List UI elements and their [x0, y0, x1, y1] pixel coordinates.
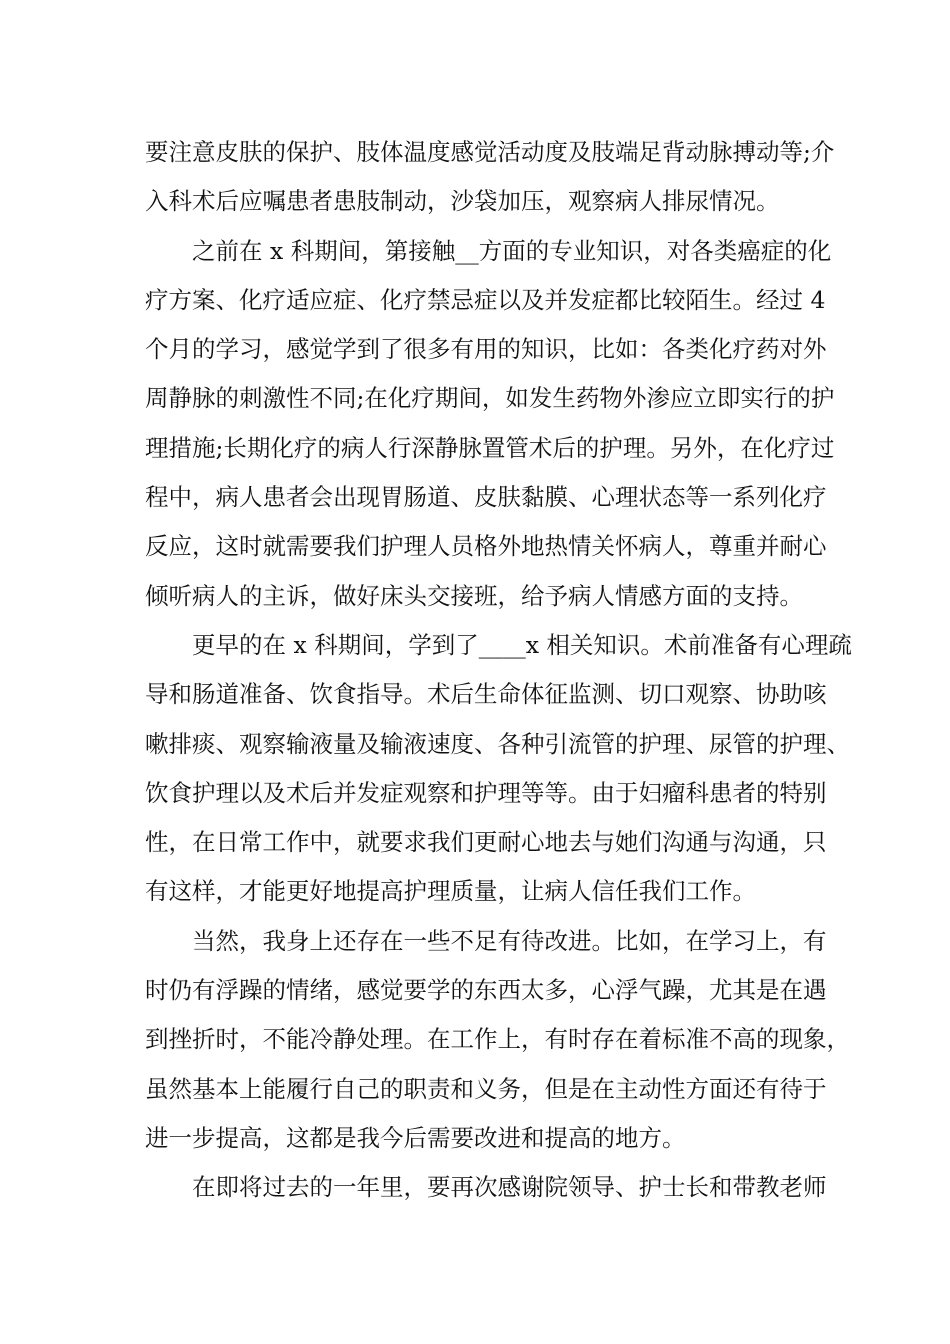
text-line: 在即将过去的一年里，要再次感谢院领导、护士长和带教老师	[192, 1173, 827, 1202]
text-line: 要注意皮肤的保护、肢体温度感觉活动度及肢端足背动脉搏动等;介	[145, 138, 835, 166]
text-line: 程中，病人患者会出现胃肠道、皮肤黏膜、心理状态等一系列化疗	[145, 483, 827, 512]
text-line: 进一步提高，这都是我今后需要改进和提高的地方。	[145, 1123, 686, 1152]
text-line: 有这样，才能更好地提高护理质量，让病人信任我们工作。	[145, 877, 756, 906]
text-line: 周静脉的刺激性不同;在化疗期间，如发生药物外渗应立即实行的护	[145, 384, 835, 413]
text-line: 入科术后应嘱患者患肢制动，沙袋加压，观察病人排尿情况。	[145, 187, 780, 216]
text-line: 当然，我身上还存在一些不足有待改进。比如，在学习上，有	[192, 926, 827, 955]
text-line: 虽然基本上能履行自己的职责和义务，但是在主动性方面还有待于	[145, 1074, 827, 1103]
text-line: 到挫折时，不能冷静处理。在工作上，有时存在着标准不高的现象，	[145, 1025, 850, 1054]
text-line: 个月的学习，感觉学到了很多有用的知识，比如：各类化疗药对外	[145, 335, 827, 364]
text-line: 更早的在 x 科期间，学到了____x 相关知识。术前准备有心理疏	[192, 630, 852, 659]
text-line: 反应，这时就需要我们护理人员格外地热情关怀病人，尊重并耐心	[145, 532, 827, 561]
text-line: 导和肠道准备、饮食指导。术后生命体征监测、切口观察、协助咳	[145, 680, 827, 709]
text-line: 之前在 x 科期间，第接触__方面的专业知识，对各类癌症的化	[192, 236, 832, 265]
text-line: 嗽排痰、观察输液量及输液速度、各种引流管的护理、尿管的护理、	[145, 729, 850, 758]
text-line: 倾听病人的主诉，做好床头交接班，给予病人情感方面的支持。	[145, 581, 803, 610]
text-line: 理措施;长期化疗的病人行深静脉置管术后的护理。另外，在化疗过	[145, 433, 835, 462]
body-text	[145, 128, 852, 1213]
text-line: 疗方案、化疗适应症、化疗禁忌症以及并发症都比较陌生。经过 4	[145, 285, 826, 314]
text-line: 时仍有浮躁的情绪，感觉要学的东西太多，心浮气躁，尤其是在遇	[145, 976, 827, 1005]
text-line: 饮食护理以及术后并发症观察和护理等等。由于妇瘤科患者的特别	[145, 778, 827, 807]
text-line: 性，在日常工作中，就要求我们更耐心地去与她们沟通与沟通，只	[145, 828, 827, 857]
